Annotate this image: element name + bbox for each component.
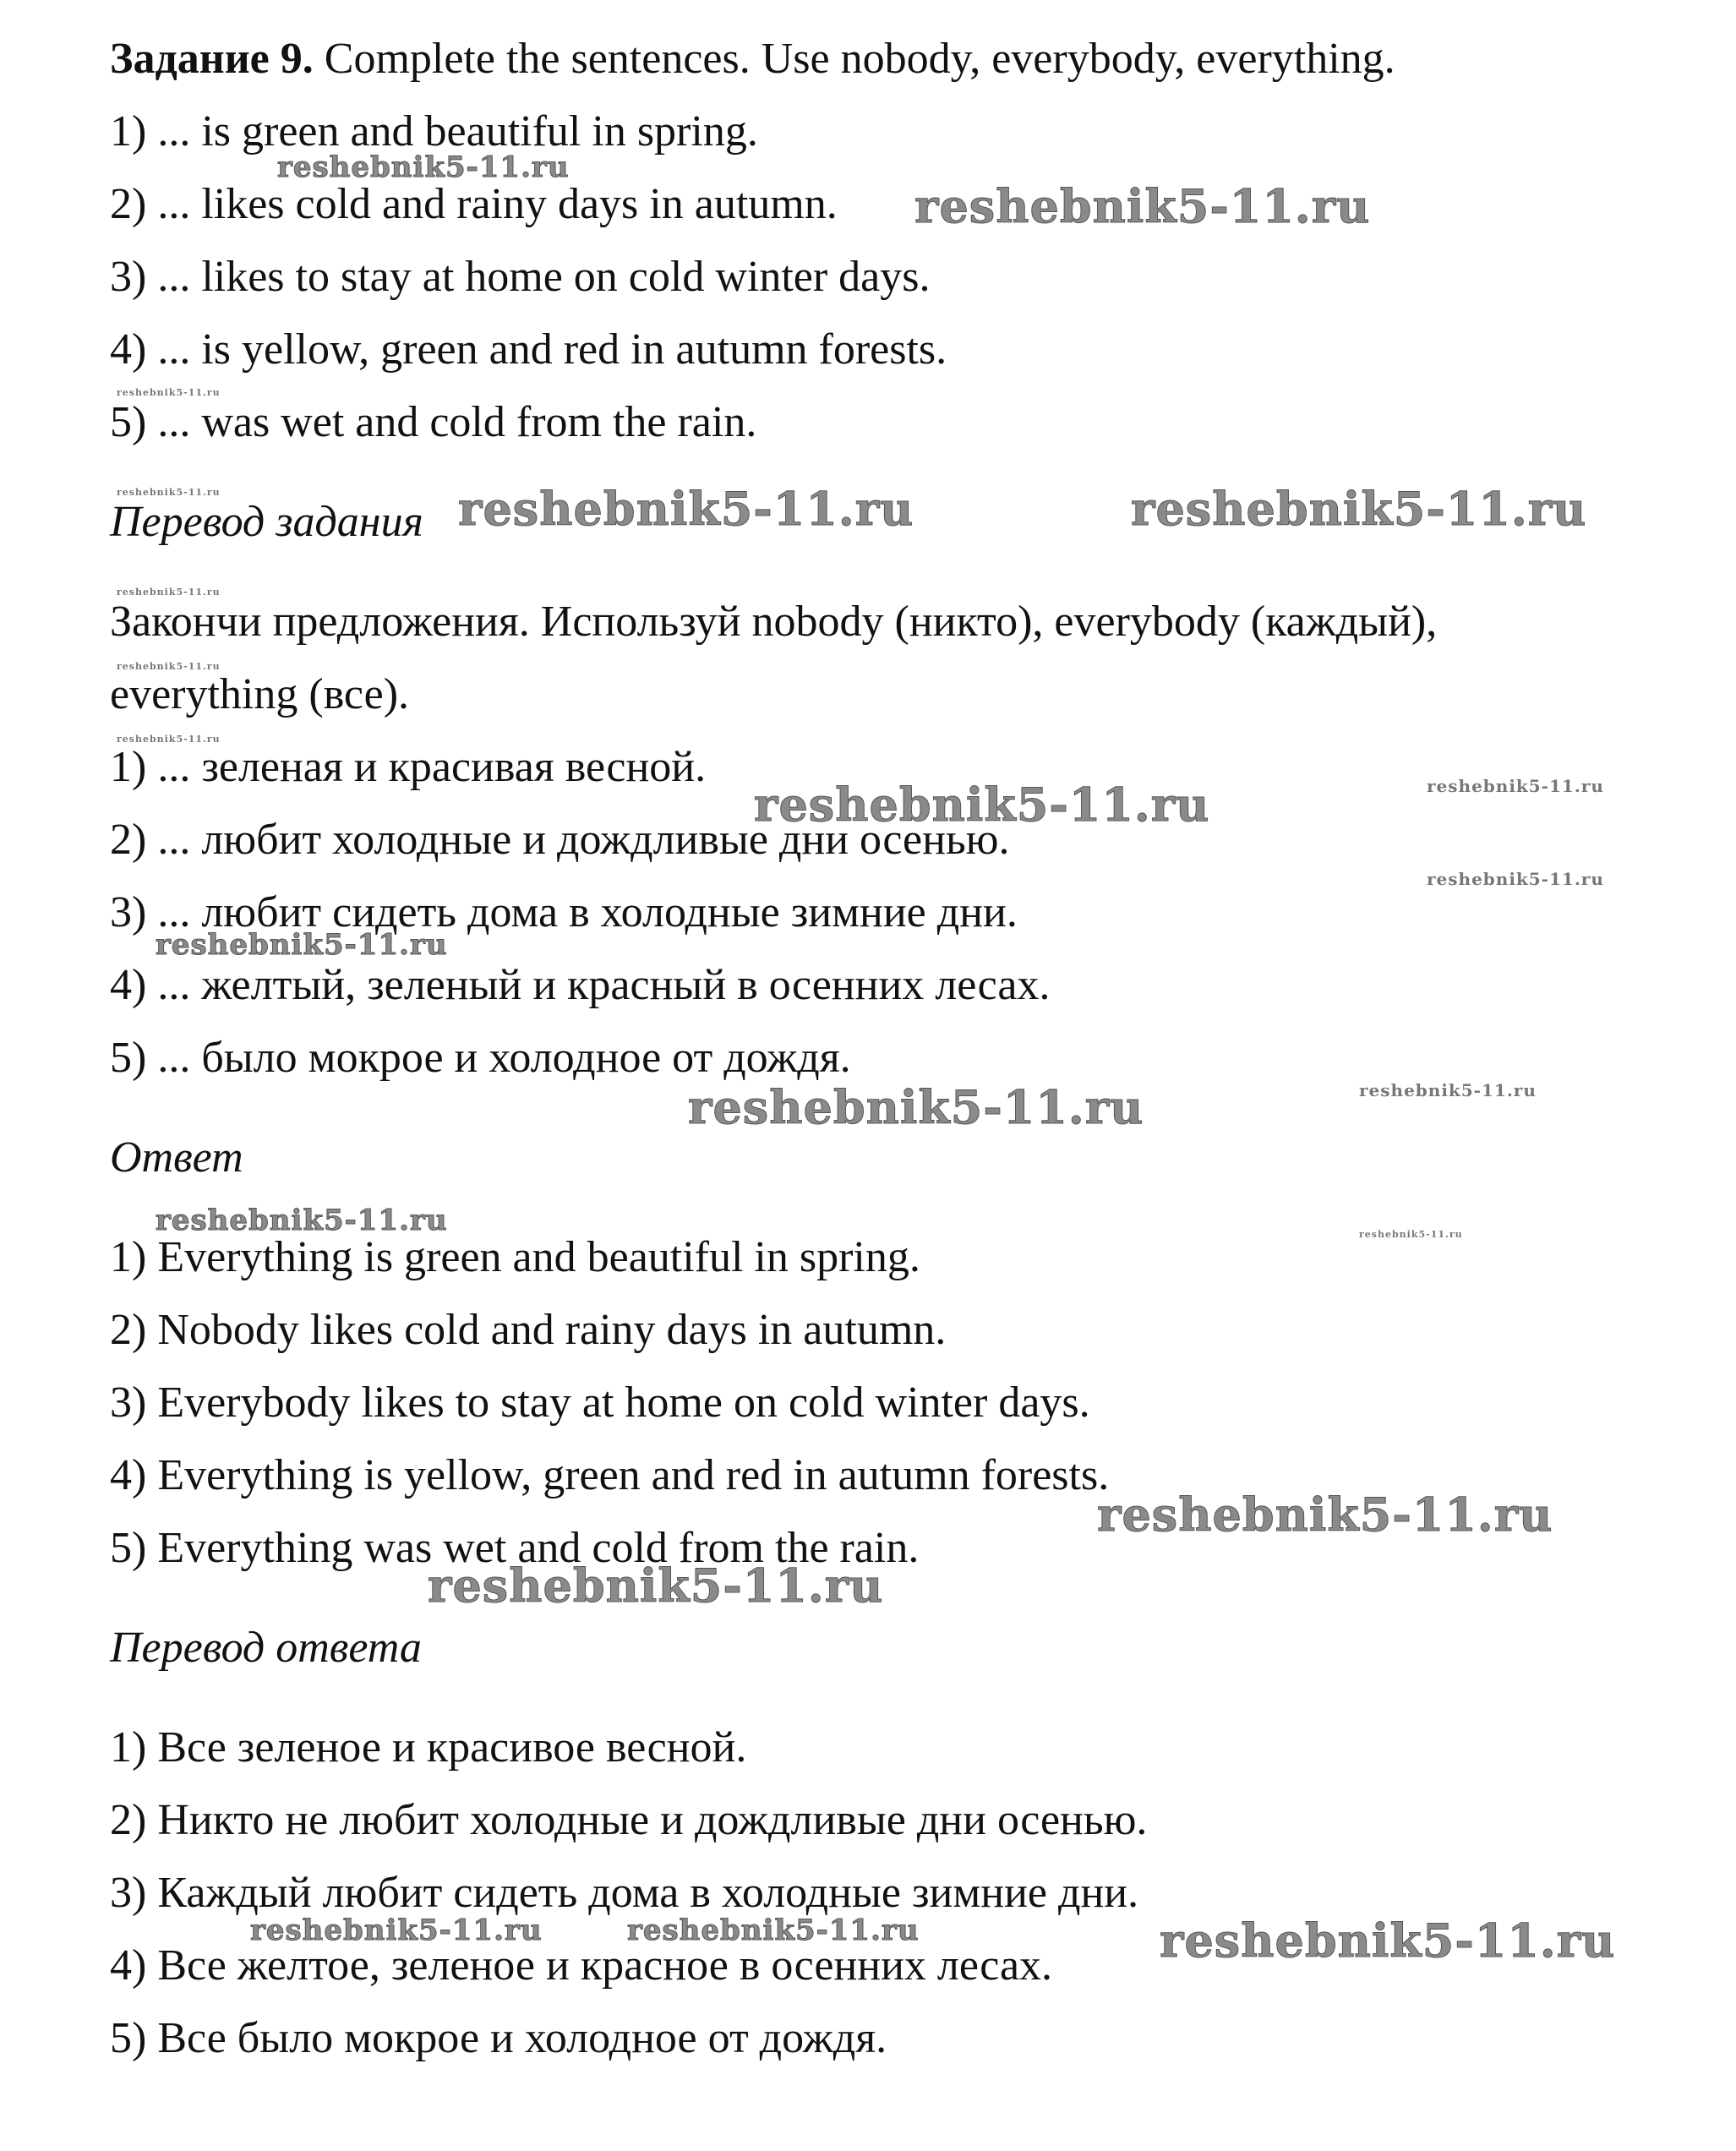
- task-label: Задание 9.: [110, 35, 314, 83]
- task-item-2: 2) ... likes cold and rainy days in autumn.: [110, 180, 838, 228]
- watermark: reshebnik5-11.ru: [1359, 1080, 1537, 1100]
- watermark: reshebnik5-11.ru: [117, 734, 221, 745]
- task-translation-item-5: 5) ... было мокрое и холодное от дождя.: [110, 1034, 851, 1082]
- task-translation-item-2: 2) ... любит холодные и дождливые дни осенью.: [110, 816, 1010, 864]
- answer-translation-item-1: 1) Все зеленое и красивое весной.: [110, 1723, 747, 1772]
- task-translation-text-line2: everything (все).: [110, 670, 410, 718]
- watermark: reshebnik5-11.ru: [627, 1914, 920, 1947]
- answer-item-2: 2) Nobody likes cold and rainy days in autumn.: [110, 1306, 947, 1354]
- task-item-4: 4) ... is yellow, green and red in autumn forests.: [110, 325, 947, 374]
- watermark: reshebnik5-11.ru: [117, 587, 221, 598]
- watermark: reshebnik5-11.ru: [1359, 1229, 1463, 1240]
- watermark: reshebnik5-11.ru: [1427, 776, 1604, 796]
- task-translation-item-4: 4) ... желтый, зеленый и красный в осенних лесах.: [110, 961, 1051, 1009]
- watermark: reshebnik5-11.ru: [156, 1204, 448, 1237]
- answer-translation-item-2: 2) Никто не любит холодные и дождливые дни осенью.: [110, 1796, 1148, 1844]
- watermark: reshebnik5-11.ru: [458, 482, 914, 536]
- watermark: reshebnik5-11.ru: [428, 1559, 884, 1613]
- task-item-1: 1) ... is green and beautiful in spring.: [110, 107, 758, 156]
- answer-translation-heading: Перевод ответа: [110, 1624, 422, 1672]
- answer-item-4: 4) Everything is yellow, green and red in autumn forests.: [110, 1451, 1110, 1499]
- answer-item-3: 3) Everybody likes to stay at home on cold winter days.: [110, 1378, 1090, 1427]
- watermark: reshebnik5-11.ru: [914, 179, 1371, 233]
- task-translation-heading: Перевод задания: [110, 498, 423, 546]
- watermark: reshebnik5-11.ru: [250, 1914, 543, 1947]
- watermark: reshebnik5-11.ru: [1160, 1914, 1616, 1968]
- watermark: reshebnik5-11.ru: [156, 928, 448, 962]
- task-instruction: Complete the sentences. Use nobody, everybody, everything.: [324, 35, 1395, 83]
- watermark: reshebnik5-11.ru: [754, 778, 1210, 832]
- watermark: reshebnik5-11.ru: [277, 150, 570, 184]
- task-translation-item-1: 1) ... зеленая и красивая весной.: [110, 743, 707, 791]
- answer-item-5: 5) Everything was wet and cold from the rain.: [110, 1524, 920, 1572]
- task-translation-text-line1: Закончи предложения. Используй nobody (никто), everybody (каждый),: [110, 598, 1438, 646]
- watermark: reshebnik5-11.ru: [1427, 869, 1604, 889]
- task-item-5: 5) ... was wet and cold from the rain.: [110, 398, 757, 446]
- watermark: reshebnik5-11.ru: [688, 1080, 1144, 1134]
- answer-translation-item-3: 3) Каждый любит сидеть дома в холодные зимние дни.: [110, 1869, 1139, 1917]
- watermark: reshebnik5-11.ru: [1097, 1488, 1553, 1542]
- watermark: reshebnik5-11.ru: [117, 387, 221, 398]
- answer-item-1: 1) Everything is green and beautiful in spring.: [110, 1233, 920, 1281]
- answer-translation-item-5: 5) Все было мокрое и холодное от дождя.: [110, 2014, 887, 2062]
- watermark: reshebnik5-11.ru: [1131, 482, 1587, 536]
- task-title: [110, 32, 1395, 86]
- answer-heading: Ответ: [110, 1133, 243, 1182]
- watermark: reshebnik5-11.ru: [117, 661, 221, 672]
- watermark: reshebnik5-11.ru: [117, 487, 221, 498]
- answer-translation-item-4: 4) Все желтое, зеленое и красное в осенних лесах.: [110, 1941, 1053, 1990]
- task-translation-item-3: 3) ... любит сидеть дома в холодные зимние дни.: [110, 888, 1018, 936]
- task-item-3: 3) ... likes to stay at home on cold winter days.: [110, 253, 931, 301]
